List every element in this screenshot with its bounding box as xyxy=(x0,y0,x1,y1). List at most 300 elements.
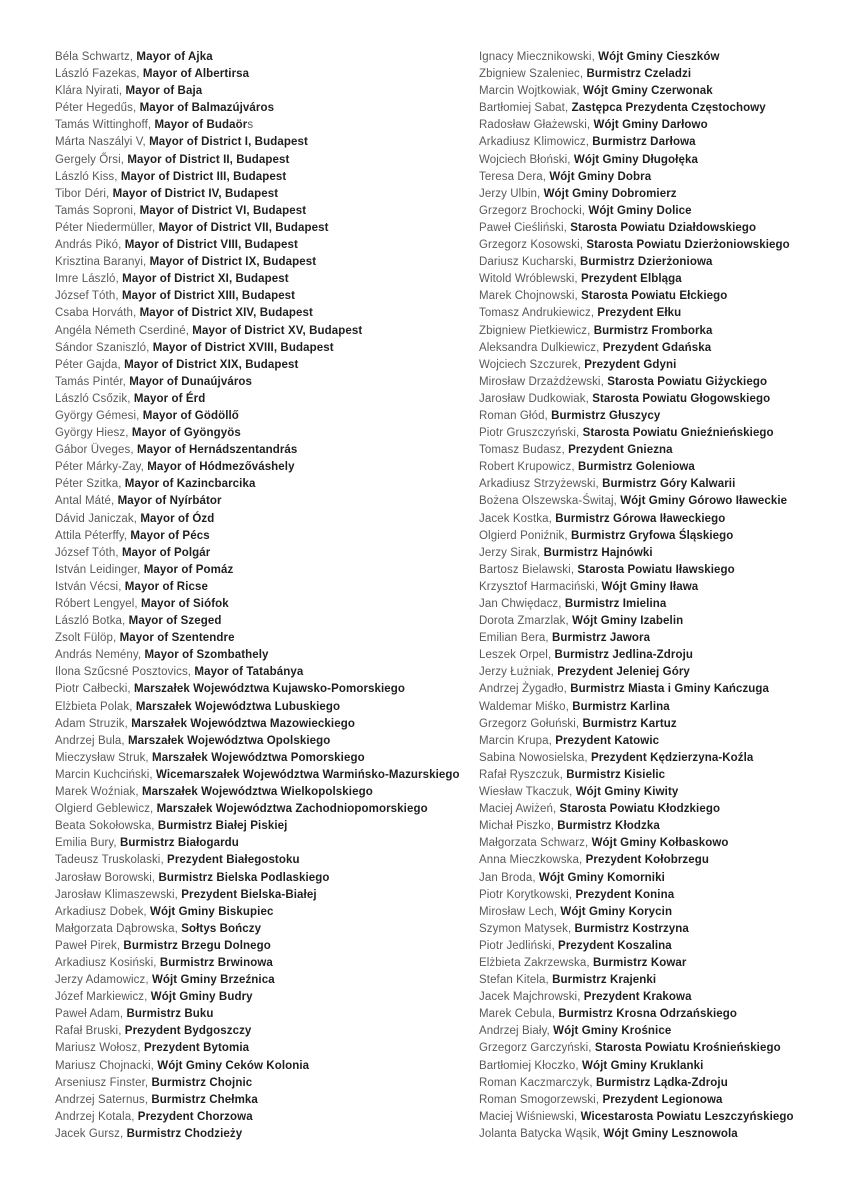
signatory-title: Mayor of District XIV, Budapest xyxy=(139,307,313,320)
signatory-name: Péter Márky-Zay, xyxy=(55,461,148,474)
signatory-title: Prezydent Bielska-Białej xyxy=(181,888,317,901)
signatory-title: Prezydent Ełku xyxy=(597,307,682,320)
list-item xyxy=(55,972,479,989)
list-item xyxy=(55,374,479,391)
list-item xyxy=(55,83,479,100)
signatory-title: Starosta Powiatu Iławskiego xyxy=(577,563,735,576)
signatory-title: Mayor of District IV, Budapest xyxy=(112,187,279,200)
list-item xyxy=(479,1058,848,1075)
list-item xyxy=(479,938,848,955)
signatory-name: Dorota Zmarzlak, xyxy=(479,615,573,628)
signatory-title: Starosta Powiatu Kłodzkiego xyxy=(559,803,721,816)
signatory-title: Starosta Powiatu Dzierżoniowskiego xyxy=(586,239,790,252)
signatory-name: Grzegorz Brochocki, xyxy=(479,204,589,217)
list-item xyxy=(55,767,479,784)
list-item xyxy=(479,784,848,801)
signatory-title: Wicestarosta Powiatu Leszczyńskiego xyxy=(580,1110,794,1123)
list-item xyxy=(55,681,479,698)
list-item xyxy=(479,476,848,493)
signatory-title: Burmistrz Głuszycy xyxy=(551,409,661,422)
list-item xyxy=(55,1092,479,1109)
signatory-title: Mayor of District VIII, Budapest xyxy=(124,239,298,252)
list-item xyxy=(479,442,848,459)
list-item xyxy=(55,117,479,134)
signatory-title: Wójt Gminy Dobromierz xyxy=(543,187,677,200)
signatory-name: Péter Hegedűs, xyxy=(55,102,140,115)
list-item xyxy=(479,1006,848,1023)
signatory-name: Emilia Bury, xyxy=(55,837,120,850)
signatory-name: Małgorzata Dąbrowska, xyxy=(55,922,182,935)
signatory-name: Péter Niedermüller, xyxy=(55,221,159,234)
list-item xyxy=(55,870,479,887)
list-item xyxy=(479,425,848,442)
signatory-title: Mayor of District IX, Budapest xyxy=(149,256,317,269)
signatory-title-tail: s xyxy=(247,119,254,132)
signatory-title: Burmistrz Hajnówki xyxy=(543,546,653,559)
list-item xyxy=(479,767,848,784)
signatory-title: Wójt Gminy Biskupiec xyxy=(150,905,274,918)
signatory-name: Mariusz Wołosz, xyxy=(55,1042,144,1055)
signatory-title: Burmistrz Kłodzka xyxy=(557,820,660,833)
list-item xyxy=(55,887,479,904)
list-item xyxy=(55,630,479,647)
signatory-title: Mayor of Albertirsa xyxy=(142,68,250,81)
list-item xyxy=(479,733,848,750)
signatory-title: Burmistrz Czeladzi xyxy=(586,68,692,81)
signatory-name: Marek Cebula, xyxy=(479,1008,559,1021)
signatory-title: Prezydent Bytomia xyxy=(143,1042,250,1055)
list-item xyxy=(479,511,848,528)
signatory-title: Wójt Gminy Kruklanki xyxy=(581,1059,704,1072)
signatory-title: Mayor of District III, Budapest xyxy=(120,170,287,183)
signatory-name: Mieczysław Struk, xyxy=(55,751,153,764)
list-item xyxy=(55,921,479,938)
signatory-name: Jacek Kostka, xyxy=(479,512,556,525)
signatory-title: Wójt Gminy Krośnice xyxy=(553,1025,672,1038)
signatory-name: Piotr Korytkowski, xyxy=(479,888,576,901)
signatory-title: Wójt Gminy Dolice xyxy=(588,204,692,217)
signatory-name: Jerzy Adamowicz, xyxy=(55,974,152,987)
list-item xyxy=(55,835,479,852)
signatory-name: Stefan Kitela, xyxy=(479,974,553,987)
signatory-name: Jarosław Klimaszewski, xyxy=(55,888,182,901)
signatory-title: Burmistrz Gryfowa Śląskiego xyxy=(570,529,734,542)
signatory-name: Antal Máté, xyxy=(55,495,118,508)
list-item xyxy=(479,835,848,852)
list-item xyxy=(55,1075,479,1092)
signatory-name: Jan Chwiędacz, xyxy=(479,598,565,610)
signatory-name: Piotr Jedliński, xyxy=(479,939,559,952)
signatory-title: Burmistrz Kostrzyna xyxy=(574,922,689,935)
signatory-title: Marszałek Województwa Kujawsko-Pomorskiego xyxy=(133,683,406,696)
signatory-title: Marszałek Województwa Zachodniopomorskiego xyxy=(156,803,428,816)
signatory-name: Tibor Déri, xyxy=(55,187,113,200)
signatory-name: Jerzy Sirak, xyxy=(479,546,544,559)
signatory-title: Burmistrz Krajenki xyxy=(552,974,657,987)
signatory-name: Sándor Szaniszló, xyxy=(55,341,153,354)
list-item xyxy=(479,801,848,818)
signatory-name: Mirosław Lech, xyxy=(479,905,561,918)
signatory-name: Grzegorz Gołuński, xyxy=(479,717,583,730)
signatory-name: Bartłomiej Sabat, xyxy=(479,102,572,115)
signatory-name: Dariusz Kucharski, xyxy=(479,256,580,269)
list-item xyxy=(479,357,848,374)
list-item xyxy=(479,169,848,186)
signatory-title: Mayor of District VII, Budapest xyxy=(158,221,329,234)
signatory-name: Attila Péterffy, xyxy=(55,529,131,542)
signatory-name: Andrzej Biały, xyxy=(479,1025,554,1038)
signatory-name: Zsolt Fülöp, xyxy=(55,632,120,645)
list-item xyxy=(479,852,848,869)
list-item xyxy=(479,391,848,408)
signatory-title: Prezydent Konina xyxy=(575,888,675,901)
signatory-name: Paweł Adam, xyxy=(55,1008,127,1021)
signatory-name: Marcin Wojtkowiak, xyxy=(479,85,583,98)
signatory-title: Burmistrz Darłowa xyxy=(592,136,696,149)
signatory-title: Burmistrz Białogardu xyxy=(120,837,239,850)
signatory-title: Wójt Gminy Lesznowola xyxy=(603,1127,738,1140)
list-item xyxy=(55,955,479,972)
signatory-name: Marek Chojnowski, xyxy=(479,290,582,303)
signatory-title: Wójt Gminy Dobra xyxy=(549,170,652,183)
list-item xyxy=(479,134,848,151)
list-item xyxy=(55,134,479,151)
signatory-name: Małgorzata Schwarz, xyxy=(479,837,592,850)
list-item xyxy=(479,579,848,596)
signatory-name: Zbigniew Pietkiewicz, xyxy=(479,324,594,337)
signatory-name: Tomasz Andrukiewicz, xyxy=(479,307,598,320)
list-item xyxy=(55,66,479,83)
signatory-name: Roman Głód, xyxy=(479,409,552,422)
list-item xyxy=(479,408,848,425)
signatory-title: Prezydent Chorzowa xyxy=(137,1110,253,1123)
signatory-title: Burmistrz Góry Kalwarii xyxy=(602,478,736,491)
signatory-name: Rafał Ryszczuk, xyxy=(479,768,567,781)
list-item xyxy=(55,528,479,545)
signatory-title: Wójt Gminy Górowo Iławeckie xyxy=(620,495,788,508)
signatory-title: Burmistrz Bielska Podlaskiego xyxy=(158,871,330,884)
list-item xyxy=(479,904,848,921)
signatory-title: Mayor of Gödöllő xyxy=(142,409,239,422)
signatory-name: Adam Struzik, xyxy=(55,717,132,730)
signatory-name: Sabina Nowosielska, xyxy=(479,751,591,764)
list-item xyxy=(55,1040,479,1057)
signatory-name: Wojciech Błoński, xyxy=(479,153,574,166)
signatory-name: Beata Sokołowska, xyxy=(55,820,158,833)
signatory-name: Ignacy Miecznikowski, xyxy=(479,51,599,63)
signatory-name: Tamás Soproni, xyxy=(55,204,140,217)
signatory-name: Gergely Őrsi, xyxy=(55,153,128,166)
signatory-name: Szymon Matysek, xyxy=(479,922,575,935)
signatory-title: Mayor of Polgár xyxy=(121,546,211,559)
signatory-name: Jerzy Łużniak, xyxy=(479,666,558,679)
signatory-title: Wicemarszałek Województwa Warmińsko-Mazurskiego xyxy=(155,768,460,781)
list-item xyxy=(55,288,479,305)
signatory-column-right xyxy=(479,49,848,1143)
signatory-title: Starosta Powiatu Głogowskiego xyxy=(592,392,771,405)
signatory-title: Marszałek Województwa Mazowieckiego xyxy=(131,717,355,730)
list-item xyxy=(55,459,479,476)
signatory-title: Wójt Gminy Cieszków xyxy=(598,51,720,63)
signatory-title: Burmistrz Buku xyxy=(126,1008,214,1021)
signatory-title: Mayor of Pomáz xyxy=(143,563,234,576)
signatory-name: Witold Wróblewski, xyxy=(479,273,582,286)
signatory-title: Burmistrz Karlina xyxy=(572,700,670,713)
list-item xyxy=(55,750,479,767)
signatory-name: Michał Piszko, xyxy=(479,820,558,833)
signatory-title: Mayor of District VI, Budapest xyxy=(139,204,307,217)
signatory-title: Burmistrz Imielina xyxy=(564,598,667,610)
signatory-name: Elżbieta Polak, xyxy=(55,700,136,713)
signatory-title: Burmistrz Kowar xyxy=(592,956,687,969)
signatory-name: Andrzej Bula, xyxy=(55,734,128,747)
signatory-name: Emilian Bera, xyxy=(479,632,552,645)
signatory-title: Burmistrz Fromborka xyxy=(593,324,713,337)
list-item xyxy=(55,1023,479,1040)
list-item xyxy=(55,613,479,630)
signatory-title: Mayor of Ózd xyxy=(140,512,215,525)
signatory-title: Mayor of Szeged xyxy=(128,615,222,628)
list-item xyxy=(55,340,479,357)
list-item xyxy=(55,1058,479,1075)
signatory-title: Wójt Gminy Ceków Kolonia xyxy=(157,1059,310,1072)
list-item xyxy=(479,1040,848,1057)
list-item xyxy=(479,152,848,169)
signatory-title: Prezydent Białegostoku xyxy=(167,854,300,867)
list-item xyxy=(479,254,848,271)
list-item xyxy=(479,83,848,100)
list-item xyxy=(55,254,479,271)
signatory-title: Marszałek Województwa Opolskiego xyxy=(128,734,331,747)
list-item xyxy=(479,1023,848,1040)
signatory-title: Starosta Powiatu Krośnieńskiego xyxy=(594,1042,781,1055)
signatory-title: Mayor of District II, Budapest xyxy=(127,153,290,166)
signatory-title: Mayor of Szombathely xyxy=(144,649,269,662)
list-item xyxy=(479,459,848,476)
list-item xyxy=(479,117,848,134)
signatory-title: Mayor of Gyöngyös xyxy=(131,427,241,440)
signatory-title: Starosta Powiatu Gnieźnieńskiego xyxy=(582,427,774,440)
signatory-title: Burmistrz Białej Piskiej xyxy=(157,820,288,833)
signatory-title: Mayor of District I, Budapest xyxy=(149,136,308,149)
signatory-name: Angéla Németh Cserdiné, xyxy=(55,324,193,337)
list-item xyxy=(479,49,848,66)
signatory-name: Arkadiusz Strzyżewski, xyxy=(479,478,603,491)
list-item xyxy=(55,579,479,596)
signatory-title: Burmistrz Chełmka xyxy=(151,1093,258,1106)
list-item xyxy=(479,699,848,716)
signatory-name: Bartosz Bielawski, xyxy=(479,563,578,576)
signatory-title: Prezydent Katowic xyxy=(555,734,660,747)
signatory-title: Burmistrz Brwinowa xyxy=(159,956,273,969)
signatory-title: Prezydent Krakowa xyxy=(583,991,692,1004)
signatory-title: Mayor of Érd xyxy=(133,392,206,405)
signatory-name: István Leidinger, xyxy=(55,563,144,576)
list-item xyxy=(479,750,848,767)
list-item xyxy=(479,630,848,647)
list-item xyxy=(55,152,479,169)
list-item xyxy=(55,511,479,528)
signatory-name: Márta Naszályi V, xyxy=(55,136,150,149)
list-item xyxy=(55,647,479,664)
list-item xyxy=(55,1006,479,1023)
signatory-name: Piotr Całbecki, xyxy=(55,683,134,696)
list-item xyxy=(55,989,479,1006)
signatory-name: Gábor Üveges, xyxy=(55,444,137,457)
signatory-title: Starosta Powiatu Ełckiego xyxy=(581,290,728,303)
signatory-name: Péter Szitka, xyxy=(55,478,125,491)
signatory-title: Burmistrz Dzierżoniowa xyxy=(579,256,713,269)
signatory-name: Roman Smogorzewski, xyxy=(479,1093,603,1106)
list-item xyxy=(55,1109,479,1126)
signatory-name: Arkadiusz Dobek, xyxy=(55,905,151,918)
list-item xyxy=(479,1075,848,1092)
list-item xyxy=(479,323,848,340)
signatory-title: Starosta Powiatu Giżyckiego xyxy=(607,375,768,388)
signatory-name: László Csőzik, xyxy=(55,392,134,405)
signatory-name: Piotr Gruszczyński, xyxy=(479,427,583,440)
signatory-name: Olgierd Poniźnik, xyxy=(479,529,571,542)
signatory-title: Prezydent Gdańska xyxy=(602,341,712,354)
list-item xyxy=(479,493,848,510)
signatory-title: Wójt Gminy Budry xyxy=(150,991,253,1004)
signatory-name: Maciej Awiżeń, xyxy=(479,803,560,816)
list-item xyxy=(55,801,479,818)
signatory-name: István Vécsi, xyxy=(55,580,125,593)
list-item xyxy=(55,562,479,579)
signatory-title: Wójt Gminy Iława xyxy=(601,580,699,593)
signatory-title: Mayor of Dunaújváros xyxy=(129,375,253,388)
signatory-title: Mayor of Balmazújváros xyxy=(139,102,275,115)
list-item xyxy=(479,340,848,357)
signatory-name: Ilona Szűcsné Posztovics, xyxy=(55,666,195,679)
signatory-title: Prezydent Gniezna xyxy=(568,444,673,457)
signatory-name: Tamás Pintér, xyxy=(55,375,130,388)
signatory-name: Radosław Głażewski, xyxy=(479,119,594,132)
list-item xyxy=(479,613,848,630)
signatory-title: Burmistrz Miasta i Gminy Kańczuga xyxy=(570,683,770,696)
list-item xyxy=(55,545,479,562)
signatory-name: László Botka, xyxy=(55,615,129,628)
signatory-name: György Gémesi, xyxy=(55,409,143,422)
signatory-title: Mayor of Hódmezőváshely xyxy=(147,461,295,474)
signatory-title: Mayor of District XIII, Budapest xyxy=(121,290,296,303)
signatory-name: Roman Kaczmarczyk, xyxy=(479,1076,596,1089)
signatory-title: Prezydent Elbląga xyxy=(581,273,682,286)
signatory-name: Tamás Wittinghoff, xyxy=(55,119,155,132)
signatory-title: Prezydent Kędzierzyna-Koźla xyxy=(590,751,754,764)
signatory-name: Waldemar Miśko, xyxy=(479,700,573,713)
signatory-name: József Tóth, xyxy=(55,546,122,559)
list-item xyxy=(55,596,479,613)
signatory-title: Wójt Gminy Korycin xyxy=(560,905,673,918)
signatory-title: Zastępca Prezydenta Częstochowy xyxy=(571,102,766,115)
signatory-name: Mariusz Chojnacki, xyxy=(55,1059,158,1072)
signatory-name: Zbigniew Szaleniec, xyxy=(479,68,587,81)
signatory-title: Wójt Gminy Izabelin xyxy=(572,615,684,628)
signatory-name: Andrzej Kotala, xyxy=(55,1110,138,1123)
signatory-name: Jacek Gursz, xyxy=(55,1127,127,1140)
list-item xyxy=(479,647,848,664)
list-item xyxy=(479,681,848,698)
signatory-name: Paweł Pirek, xyxy=(55,939,124,952)
signatory-name: László Fazekas, xyxy=(55,68,143,81)
signatory-name: Jolanta Batycka Wąsik, xyxy=(479,1127,604,1140)
signatory-name: Andrzej Żygadło, xyxy=(479,683,571,696)
list-item xyxy=(479,955,848,972)
signatory-title: Prezydent Legionowa xyxy=(602,1093,723,1106)
signatory-title: Burmistrz Goleniowa xyxy=(577,461,695,474)
signatory-name: György Hiesz, xyxy=(55,427,132,440)
signatory-name: Jan Broda, xyxy=(479,871,539,884)
list-item xyxy=(479,374,848,391)
list-item xyxy=(55,271,479,288)
signatory-title: Prezydent Koszalina xyxy=(558,939,672,952)
list-item xyxy=(55,305,479,322)
signatory-name: Arkadiusz Kosiński, xyxy=(55,956,160,969)
signatory-name: Wiesław Tkaczuk, xyxy=(479,786,576,799)
signatory-title: Mayor of Ajka xyxy=(136,51,213,63)
signatory-name: Paweł Cieśliński, xyxy=(479,221,571,234)
signatory-name: Robert Krupowicz, xyxy=(479,461,578,474)
signatory-name: Béla Schwartz, xyxy=(55,51,137,63)
signatory-title: Mayor of Siófok xyxy=(141,598,229,610)
signatory-name: Leszek Orpel, xyxy=(479,649,555,662)
list-item xyxy=(55,818,479,835)
signatory-name: Maciej Wiśniewski, xyxy=(479,1110,581,1123)
list-item xyxy=(55,49,479,66)
signatory-name: Péter Gajda, xyxy=(55,358,125,371)
list-item xyxy=(479,305,848,322)
signatory-name: Marcin Krupa, xyxy=(479,734,556,747)
signatory-title: Sołtys Bończy xyxy=(181,922,262,935)
signatory-title: Wójt Gminy Kołbaskowo xyxy=(591,837,729,850)
list-item xyxy=(479,288,848,305)
signatory-name: Bartłomiej Kłoczko, xyxy=(479,1059,582,1072)
signatory-title: Wójt Gminy Komorniki xyxy=(538,871,665,884)
signatory-name: Krzysztof Harmaciński, xyxy=(479,580,602,593)
list-item xyxy=(479,100,848,117)
signatory-name: Krisztina Baranyi, xyxy=(55,256,150,269)
signatory-name: Aleksandra Dulkiewicz, xyxy=(479,341,603,354)
list-item xyxy=(479,545,848,562)
list-item xyxy=(55,237,479,254)
signatory-title: Starosta Powiatu Działdowskiego xyxy=(570,221,757,234)
list-item xyxy=(479,818,848,835)
signatory-name: Elżbieta Zakrzewska, xyxy=(479,956,593,969)
signatory-title: Mayor of Hernádszentandrás xyxy=(136,444,298,457)
signatory-title: Mayor of District XV, Budapest xyxy=(192,324,363,337)
signatory-title: Mayor of Kazincbarcika xyxy=(124,478,256,491)
signatory-column-left xyxy=(55,49,479,1143)
list-item xyxy=(479,1126,848,1143)
signatory-name: Dávid Janiczak, xyxy=(55,512,141,525)
list-item xyxy=(55,220,479,237)
list-item xyxy=(55,169,479,186)
list-item xyxy=(55,784,479,801)
signatory-title: Prezydent Jeleniej Góry xyxy=(557,666,690,679)
signatory-title: Mayor of Nyírbátor xyxy=(117,495,222,508)
list-item xyxy=(55,323,479,340)
list-item xyxy=(55,476,479,493)
signatory-title: Mayor of District XIX, Budapest xyxy=(124,358,299,371)
signatory-name: József Tóth, xyxy=(55,290,122,303)
list-item xyxy=(55,100,479,117)
signatory-name: Marcin Kuchciński, xyxy=(55,768,156,781)
list-item xyxy=(479,870,848,887)
signatory-name: Olgierd Geblewicz, xyxy=(55,803,157,816)
list-item xyxy=(55,938,479,955)
